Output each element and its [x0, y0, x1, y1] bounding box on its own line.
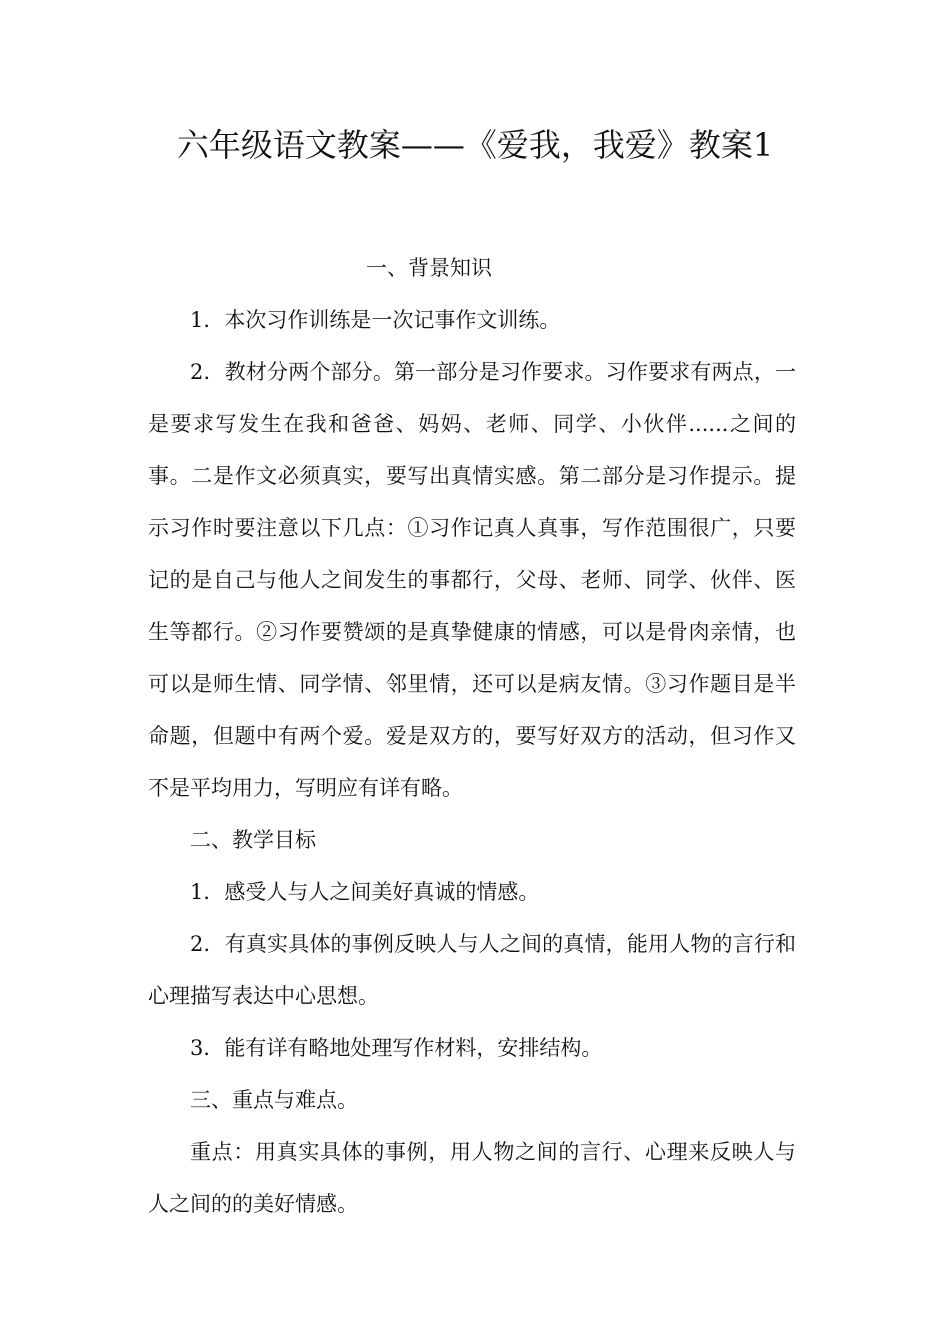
paragraph: 1．感受人与人之间美好真诚的情感。 — [190, 880, 540, 904]
section-heading-key-points: 三、重点与难点。 — [190, 1088, 358, 1112]
paragraph: 2．教材分两个部分。第一部分是习作要求。习作要求有两点，一是要求写发生在我和爸爸、妈妈、老师、同学、小伙伴......之间的事。二是作文必须真实，要写出真情实感。第二部分是习作提示。提示习作时要注意以下几点：①习作记真人真事，写作范围很广，只要记的是自己与他人之间发生的事都行，父母、老师、同学、伙伴、医生等都行。②习作要赞颂的是真挚健康的情感，可以是骨肉亲情，也可以是师生情、同学情、邻里情，还可以是病友情。③习作题目是半命题，但题中有两个爱。爱是双方的，要写好双方的活动，但习作又不是平均用力，写明应有详有略。 — [148, 360, 796, 800]
paragraph: 重点：用真实具体的事例，用人物之间的言行、心理来反映人与人之间的的美好情感。 — [148, 1140, 796, 1216]
paragraph: 1．本次习作训练是一次记事作文训练。 — [190, 308, 561, 332]
section-heading-background: 一、背景知识 — [366, 256, 492, 280]
paragraph: 3．能有详有略地处理写作材料，安排结构。 — [190, 1036, 603, 1060]
section-heading-goals: 二、教学目标 — [190, 828, 316, 852]
document-body — [148, 242, 796, 1230]
document-title: 六年级语文教案——《爱我，我爱》教案1 — [176, 126, 774, 164]
paragraph: 2．有真实具体的事例反映人与人之间的真情，能用人物的言行和心理描写表达中心思想。 — [148, 932, 796, 1008]
